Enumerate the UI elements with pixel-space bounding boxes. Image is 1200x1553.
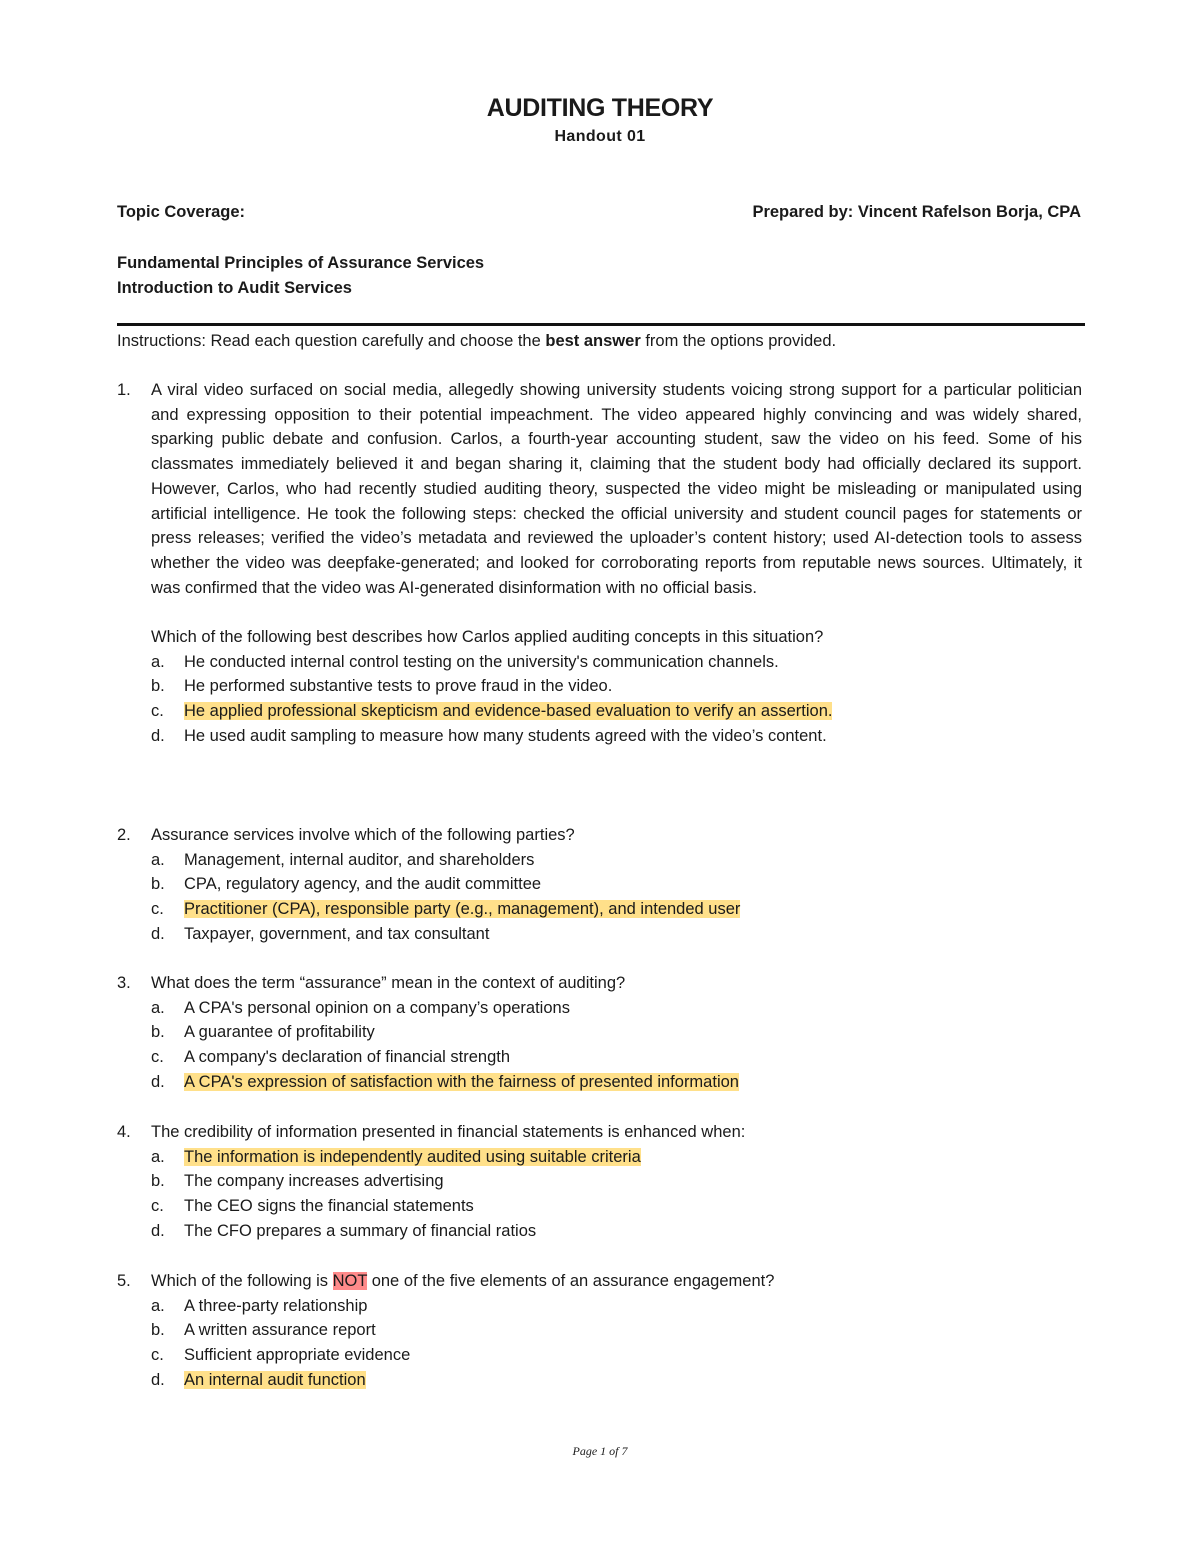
- option-a[interactable]: [151, 650, 1082, 675]
- question-text: [151, 1269, 1082, 1294]
- option-list: [151, 1145, 1082, 1244]
- option-a[interactable]: [151, 996, 1082, 1021]
- prepared-by: Prepared by: Vincent Rafelson Borja, CPA: [752, 203, 1081, 221]
- option-letter: a.: [151, 998, 165, 1017]
- question-number: 1.: [117, 381, 131, 399]
- instructions-prefix: Instructions: Read each question carefully and choose the: [117, 332, 546, 350]
- option-list: [151, 650, 1082, 749]
- question-number: 5.: [117, 1272, 131, 1290]
- instructions-suffix: from the options provided.: [640, 332, 837, 350]
- option-letter: a.: [151, 1147, 165, 1166]
- option-d[interactable]: [151, 922, 1082, 947]
- option-letter: d.: [151, 1221, 165, 1240]
- question-2: [117, 823, 1082, 947]
- option-c[interactable]: [151, 1045, 1082, 1070]
- question-text: The credibility of information presented in financial statements is enhanced when:: [151, 1123, 746, 1141]
- option-letter: d.: [151, 1370, 165, 1389]
- option-a[interactable]: [151, 848, 1082, 873]
- option-letter: a.: [151, 1296, 165, 1315]
- option-b[interactable]: [151, 872, 1082, 897]
- option-d-answer[interactable]: [151, 1070, 1082, 1095]
- highlighted-answer-text: An internal audit function: [184, 1370, 366, 1389]
- question-text: Assurance services involve which of the following parties?: [151, 826, 575, 844]
- option-c-answer[interactable]: [151, 699, 1082, 724]
- option-letter: b.: [151, 875, 165, 894]
- option-letter: d.: [151, 924, 165, 943]
- not-emphasis: NOT: [332, 1272, 368, 1290]
- option-letter: b.: [151, 1321, 165, 1340]
- question-prompt: Which of the following best describes how Carlos applied auditing concepts in this situation?: [151, 628, 824, 647]
- option-letter: c.: [151, 900, 164, 919]
- option-text: He performed substantive tests to prove fraud in the video.: [184, 677, 613, 696]
- question-3: [117, 971, 1082, 1095]
- option-c-answer[interactable]: [151, 897, 1082, 922]
- option-letter: a.: [151, 652, 165, 671]
- option-text: A CPA's personal opinion on a company’s operations: [184, 998, 570, 1017]
- option-text: He used audit sampling to measure how many students agreed with the video’s content.: [184, 726, 827, 745]
- instructions-emphasis: best answer: [545, 332, 641, 350]
- question-text: What does the term “assurance” mean in the context of auditing?: [151, 974, 626, 992]
- instructions: [117, 329, 836, 354]
- question-number: 3.: [117, 974, 131, 992]
- option-a[interactable]: [151, 1294, 1082, 1319]
- option-text: A guarantee of profitability: [184, 1023, 375, 1042]
- option-text: The CFO prepares a summary of financial ratios: [184, 1221, 537, 1240]
- option-letter: b.: [151, 677, 165, 696]
- option-text: A written assurance report: [184, 1321, 376, 1340]
- option-letter: c.: [151, 1197, 164, 1216]
- option-letter: b.: [151, 1023, 165, 1042]
- question-number: 4.: [117, 1123, 131, 1141]
- option-letter: d.: [151, 1072, 165, 1091]
- option-d-answer[interactable]: [151, 1368, 1082, 1393]
- highlighted-answer-text: Practitioner (CPA), responsible party (e.g., management), and intended user: [184, 900, 741, 919]
- page-number: Page 1 of 7: [572, 1444, 628, 1458]
- option-text: The company increases advertising: [184, 1172, 444, 1191]
- document-subtitle: Handout 01: [554, 128, 646, 145]
- option-letter: a.: [151, 850, 165, 869]
- meta-row: [117, 203, 1085, 227]
- option-letter: d.: [151, 726, 165, 745]
- question-1: [117, 378, 1082, 749]
- option-text: The CEO signs the financial statements: [184, 1197, 474, 1216]
- option-b[interactable]: [151, 1169, 1082, 1194]
- option-list: [151, 848, 1082, 947]
- option-list: [151, 996, 1082, 1095]
- highlighted-answer-text: A CPA's expression of satisfaction with the fairness of presented information: [184, 1072, 739, 1091]
- question-number: 2.: [117, 826, 131, 844]
- option-list: [151, 1294, 1082, 1393]
- question-4: [117, 1120, 1082, 1244]
- option-letter: b.: [151, 1172, 165, 1191]
- topic-list: [117, 251, 484, 300]
- option-letter: c.: [151, 1048, 164, 1067]
- option-text: Sufficient appropriate evidence: [184, 1346, 411, 1365]
- option-b[interactable]: [151, 1020, 1082, 1045]
- question-text: A viral video surfaced on social media, allegedly showing university students voicing strong support for a particular politician and expressing opposition to their potential impeachment. The video appeared highly convincing and was widely shared, sparking public debate and confusion. Carlos, a fourth-year accounting student, saw the video on his feed. Some of his classmates immediately believed it and began sharing it, claiming that the student body had officially declared its support. However, Carlos, who had recently studied auditing theory, suspected the video might be misleading or manipulated using artificial intelligence. He took the following steps: checked the official university and student council pages for statements or press releases; verified the video’s metadata and reviewed the uploader’s content history; used AI-detection tools to assess whether the video was deepfake-generated; and looked for corroborating reports from reputable news sources. Ultimately, it was confirmed that the video was AI-generated disinformation with no official basis.: [151, 381, 1082, 597]
- topic-item: Introduction to Audit Services: [117, 278, 352, 297]
- header-divider: [117, 323, 1085, 326]
- option-text: CPA, regulatory agency, and the audit committee: [184, 875, 542, 894]
- option-d[interactable]: [151, 1219, 1082, 1244]
- option-c[interactable]: [151, 1343, 1082, 1368]
- document-title: AUDITING THEORY: [486, 94, 714, 122]
- option-text: A three-party relationship: [184, 1296, 368, 1315]
- option-b[interactable]: [151, 674, 1082, 699]
- option-text: A company's declaration of financial strength: [184, 1048, 511, 1067]
- question-text-after: one of the five elements of an assurance engagement?: [367, 1272, 775, 1290]
- highlighted-answer-text: The information is independently audited using suitable criteria: [184, 1147, 641, 1166]
- option-d[interactable]: [151, 724, 1082, 749]
- option-a-answer[interactable]: [151, 1145, 1082, 1170]
- question-text-before: Which of the following is: [151, 1272, 333, 1290]
- option-letter: c.: [151, 702, 164, 721]
- option-letter: c.: [151, 1346, 164, 1365]
- question-5: [117, 1269, 1082, 1393]
- option-text: Taxpayer, government, and tax consultant: [184, 924, 490, 943]
- topic-coverage-label: Topic Coverage:: [117, 203, 246, 221]
- topic-item: Fundamental Principles of Assurance Services: [117, 254, 485, 272]
- highlighted-answer-text: He applied professional skepticism and evidence-based evaluation to verify an assertion.: [184, 702, 833, 721]
- option-text: He conducted internal control testing on the university's communication channels.: [184, 652, 779, 671]
- option-c[interactable]: [151, 1194, 1082, 1219]
- option-text: Management, internal auditor, and shareholders: [184, 850, 535, 869]
- option-b[interactable]: [151, 1318, 1082, 1343]
